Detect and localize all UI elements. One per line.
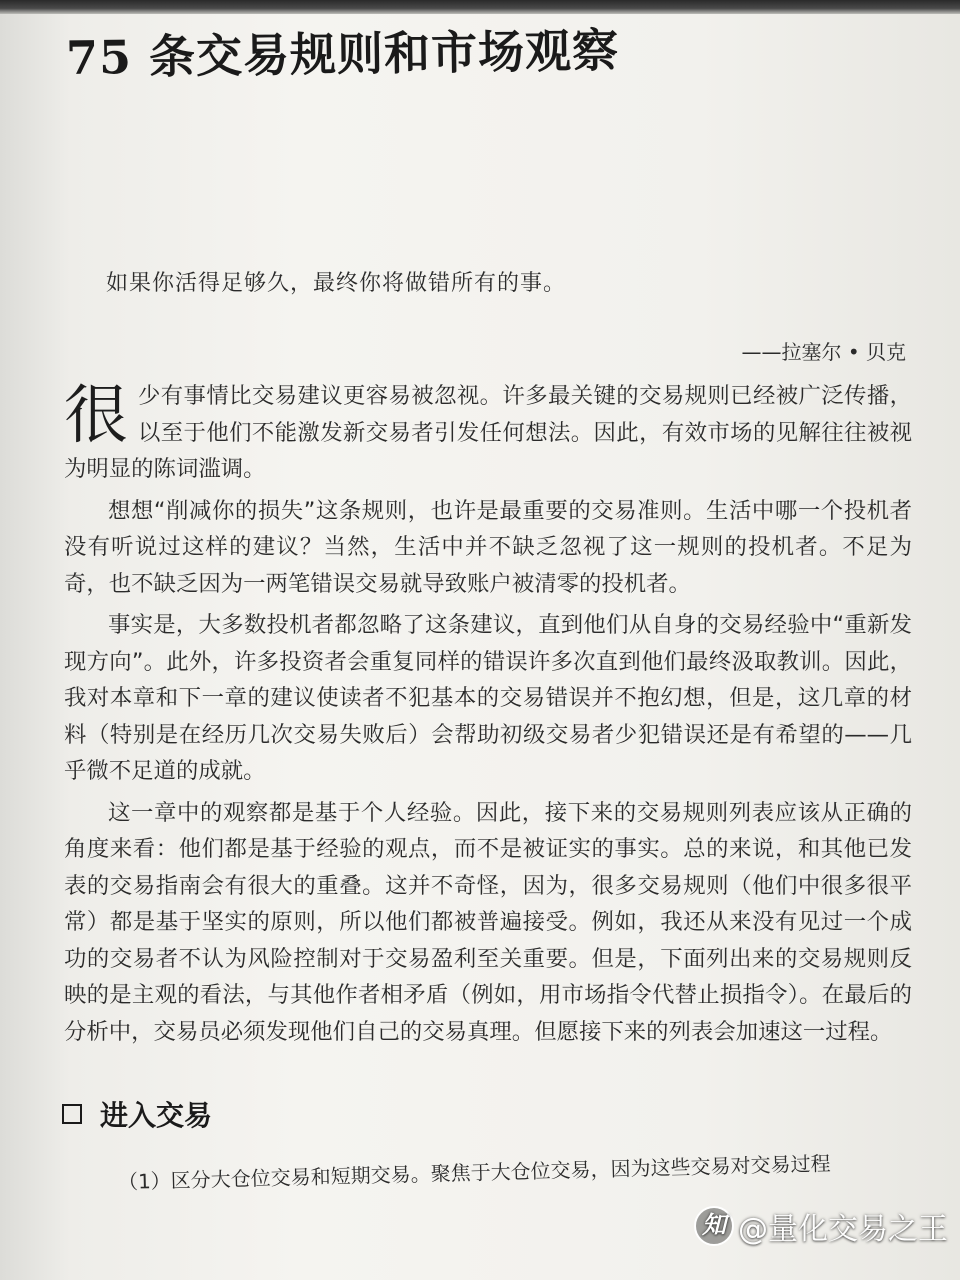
epigraph-attribution: ——拉塞尔 • 贝克 — [741, 340, 906, 364]
rule-item-1: （1）区分大仓位交易和短期交易。聚焦于大仓位交易，因为这些交易对交易过程 — [117, 1151, 831, 1194]
epigraph-quote: 如果你活得足够久，最终你将做错所有的事。 — [106, 271, 567, 296]
section-heading — [62, 1094, 212, 1134]
page-top-edge — [0, 0, 960, 14]
watermark-text: @量化交易之王 — [738, 1212, 948, 1247]
paragraph-2: 想想“削减你的损失”这条规则，也许是最重要的交易准则。生活中哪一个投机者没有听说过这样的建议？当然，生活中并不缺乏忽视了这一规则的投机者。不足为奇，也不缺乏因为一两笔错误交易就导致账户被清零的投机者。 — [64, 497, 912, 597]
chapter-title: 75 条交易规则和市场观察 — [65, 23, 620, 85]
paragraph-4: 这一章中的观察都是基于个人经验。因此，接下来的交易规则列表应该从正确的角度来看：他们都是基于经验的观点，而不是被证实的事实。总的来说，和其他已发表的交易指南会有很大的重叠。这并不奇怪，因为，很多交易规则（他们中很多很平常）都是基于坚实的原则，所以他们都被普遍接受。例如，我还从来没有见过一个成功的交易者不认为风险控制对于交易盈利至关重要。但是，下面列出来的交易规则反映的是主观的看法，与其他作者相矛盾（例如，用市场指令代替止损指令）。在最后的分析中，交易员必须发现他们自己的交易真理。但愿接下来的列表会加速这一过程。 — [64, 799, 912, 1045]
paragraph-3: 事实是，大多数投机者都忽略了这条建议，直到他们从自身的交易经验中“重新发现方向”。此外，许多投资者会重复同样的错误许多次直到他们最终汲取教训。因此，我对本章和下一章的建议使读者不犯基本的交易错误并不抱幻想，但是，这几章的材料（特别是在经历几次交易失败后）会帮助初级交易者少犯错误还是有希望的——几乎微不足道的成就。 — [64, 612, 912, 784]
drop-cap: 很 — [64, 379, 128, 453]
body-text — [64, 378, 912, 1050]
paragraph-1 — [64, 378, 912, 488]
section-heading-text: 进入交易 — [100, 1099, 213, 1132]
paragraph-1-text: 少有事情比交易建议更容易被忽视。许多最关键的交易规则已经被广泛传播，以至于他们不能激发新交易者引发任何想法。因此，有效市场的见解往往被视为明显的陈词滥调。 — [64, 383, 912, 482]
watermark — [694, 1204, 948, 1248]
checkbox-square-icon — [62, 1104, 82, 1124]
zhihu-logo-icon: 知 — [694, 1206, 734, 1246]
